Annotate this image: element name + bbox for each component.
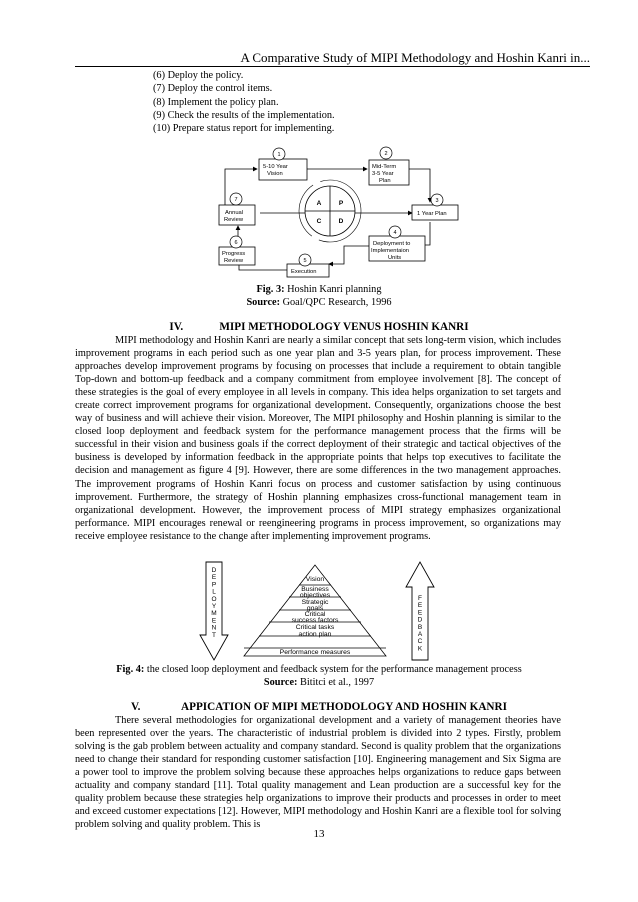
node-2-label: Mid-Term — [372, 164, 397, 170]
section-4-number: IV. — [169, 321, 184, 333]
fig3-source-text: Goal/QPC Research, 1996 — [280, 297, 392, 308]
pyramid-level-vision: Vision — [305, 576, 325, 583]
node-4-label: Implementaion — [371, 248, 410, 254]
node-4-label: Units — [388, 255, 402, 261]
deployment-label-letter: D — [211, 567, 217, 574]
deployment-label-letter: E — [211, 574, 217, 582]
page-number: 13 — [313, 828, 325, 840]
pdca-a: A — [316, 200, 322, 207]
pdca-c: C — [316, 218, 322, 225]
fig4-caption-label: Fig. 4: — [116, 664, 145, 675]
list-item: (7) Deploy the control items. — [153, 83, 273, 95]
section-5-title: APPICATION OF MIPI METHODOLOGY AND HOSHIN KANRI — [181, 701, 507, 713]
list-item: (6) Deploy the policy. — [153, 70, 244, 81]
fig4-source-label: Source: — [263, 677, 298, 688]
pyramid-level-csf: Critical — [304, 611, 326, 618]
fig4-caption — [0, 663, 638, 676]
fig3-caption-text: Hoshin Kanri planning — [284, 284, 382, 295]
deployment-label-letter: M — [211, 610, 217, 618]
node-7-label: Annual — [225, 210, 244, 216]
list-item: (9) Check the results of the implementation. — [153, 109, 335, 121]
hoshin-kanri-diagram — [219, 146, 459, 281]
section-4-heading — [0, 321, 638, 334]
pyramid-level-csf: success factors — [291, 617, 339, 624]
pyramid-level-strategic: goals — [306, 605, 324, 612]
feedback-label-letter: B — [417, 623, 423, 631]
step-list — [153, 69, 335, 135]
node-6-label: Review — [224, 258, 244, 264]
feedback-label-letter: D — [417, 616, 423, 624]
pyramid-level-tasks: Critical tasks — [295, 624, 335, 631]
deployment-label-letter: T — [212, 631, 216, 639]
node-5-label: Execution — [291, 269, 317, 275]
header-rule — [75, 66, 590, 67]
closed-loop-diagram — [200, 560, 440, 662]
deployment-label-letter: P — [211, 581, 217, 589]
fig3-source-label: Source: — [246, 297, 281, 308]
pdca-p: P — [338, 200, 344, 207]
deployment-label-letter: E — [211, 617, 217, 625]
feedback-label-letter: E — [417, 609, 423, 617]
node-4-label: Deployment to — [373, 241, 411, 247]
node-2-num: 2 — [384, 151, 388, 157]
node-7-label: Review — [224, 217, 244, 223]
feedback-label-letter: K — [417, 645, 423, 653]
section-5-number: V. — [131, 701, 141, 713]
pyramid-level-business: Business — [301, 586, 329, 593]
fig4-source-text: Bititci et al., 1997 — [297, 677, 375, 688]
list-item: (10) Prepare status report for implementing. — [153, 123, 335, 135]
node-3-num: 3 — [435, 198, 439, 204]
pdca-cycle — [299, 180, 361, 242]
fig3-caption-label: Fig. 3: — [256, 284, 285, 295]
fig3-source — [0, 296, 638, 309]
section-4-title: MIPI METHODOLOGY VENUS HOSHIN KANRI — [219, 321, 469, 333]
feedback-label-letter: C — [417, 638, 423, 646]
section-5-paragraph: There several methodologies for organizational development and a variety of management theories have been represented over the years. The characteristic of industrial problem is divided into 2 types. Firstly, problem solving is the gab problem between actuality and company standard. Second is quality problem that the organizations need to change their standard for responding customer satisfaction [10]. Engineering management and Six Sigma are a power tool to improve the problem solving because these approaches helps organizations to reduce gaps between actuality and company standard [11]. Total quality management and Lean production are a successful key for the quality problem because these strategies help organizations to improve their products and processes in order to meet and exceed customer expectations [12]. However, MIPI methodology and Hoshin Kanri are a flexible tool for solving problem solving and quality problem. This is — [75, 715, 561, 831]
feedback-label-letter: F — [418, 595, 422, 602]
deployment-label-letter: L — [212, 588, 216, 596]
pyramid-level-strategic: Strategic — [301, 599, 329, 606]
deployment-label-letter: N — [211, 624, 217, 632]
node-1-label: Vision — [267, 171, 283, 177]
fig4-source — [0, 676, 638, 689]
node-7-num: 7 — [234, 197, 238, 203]
section-5-heading — [0, 701, 638, 714]
pyramid-level-business: objectives — [299, 592, 331, 599]
deployment-label-letter: O — [211, 595, 217, 603]
list-item: (8) Implement the policy plan. — [153, 96, 279, 108]
node-2-label: 3-5 Year — [372, 171, 394, 177]
feedback-label-letter: A — [417, 631, 423, 638]
running-title: A Comparative Study of MIPI Methodology and Hoshin Kanri in... — [240, 50, 590, 65]
node-5-num: 5 — [303, 258, 307, 264]
node-6-label: Progress — [222, 251, 246, 257]
pyramid-level-performance: Performance measures — [279, 649, 351, 656]
node-4-num: 4 — [393, 230, 397, 236]
node-3-label: 1 Year Plan — [417, 211, 447, 217]
node-1-label: 5-10 Year — [263, 164, 288, 170]
section-4-paragraph: MIPI methodology and Hoshin Kanri are nearly a similar concept that sets long-term vision, which includes improvement programs in each period such as one year plan and 3-5 years plan, for process improvement. These approaches develop improvement programs by focusing on processes that include a requirement to obtain tangible Top-down and bottom-up feedback and a company commitment from employee involvement [8]. The concept of these strategies is the goal of every employee in all levels in company. This idea helps organization to set targets and create correct improvement programs for organizational development. Consequently, organizations choose the best way of business and will achieve their vision. Moreover, The MIPI philosophy and Hoshin planning is similar to the closed loop deployment and feedback system for the performance management process that the firms will be successful in their vision and business goals if the correct deployment of their strategic and tactical objectives of the business is developed by information feedback in the appropriate points that helps top executives to facilitate the decision and management as figure 4 [9]. However, there are some differences in the two management approaches. The improvement programs of Hoshin Kanri focus on process and customer satisfaction by using continuous improvement. Furthermore, the strategy of Hoshin planning emphasizes cross-functional management team in organizational development. However, the improvement process of MIPI strategy emphasizes organizational performance. MIPI encourages renewal or reengineering programs in process improvement, so organizations may receive employee resistance to the change after implementing improvement programs. — [75, 335, 561, 542]
pdca-d: D — [338, 218, 344, 225]
node-2-label: Plan — [379, 178, 391, 184]
node-1-num: 1 — [277, 152, 281, 158]
feedback-label-letter: E — [417, 602, 423, 610]
deployment-label-letter: Y — [211, 603, 217, 610]
node-6-num: 6 — [234, 240, 238, 246]
pyramid-level-tasks: action plan — [298, 631, 332, 638]
fig3-caption — [0, 283, 638, 296]
fig4-caption-text: the closed loop deployment and feedback system for the performance management process — [144, 664, 522, 675]
